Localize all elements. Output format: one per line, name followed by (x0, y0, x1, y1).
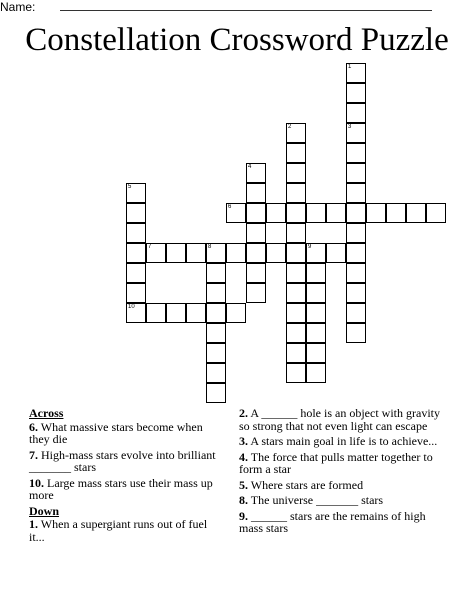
cell-number: 1 (348, 64, 352, 70)
grid-cell[interactable] (166, 243, 186, 263)
grid-cell[interactable] (346, 243, 366, 263)
grid-cell[interactable] (366, 203, 386, 223)
grid-cell[interactable] (306, 203, 326, 223)
clue-text: A ______ hole is an object with gravity so strong that not even light can escape (239, 406, 440, 433)
clue-down-2 (239, 407, 449, 432)
cell-number: 6 (228, 204, 232, 210)
grid-cell[interactable] (246, 223, 266, 243)
cell-number: 5 (128, 184, 132, 190)
grid-cell[interactable] (286, 143, 306, 163)
clue-text: What massive stars become when they die (29, 419, 203, 446)
grid-cell[interactable] (126, 223, 146, 243)
grid-cell[interactable] (246, 263, 266, 283)
grid-cell[interactable] (206, 303, 226, 323)
grid-cell[interactable] (246, 243, 266, 263)
grid-cell[interactable] (286, 183, 306, 203)
grid-cell[interactable] (306, 363, 326, 383)
grid-cell[interactable] (206, 343, 226, 363)
clue-number: 5. (239, 477, 248, 492)
clue-number: 6. (29, 419, 38, 434)
grid-cell[interactable] (126, 283, 146, 303)
grid-cell[interactable] (346, 203, 366, 223)
grid-cell[interactable] (306, 263, 326, 283)
cell-number: 2 (288, 124, 292, 130)
grid-cell[interactable] (186, 243, 206, 263)
grid-cell[interactable] (346, 63, 366, 83)
grid-cell[interactable] (126, 243, 146, 263)
cell-number: 8 (208, 244, 212, 250)
grid-cell[interactable] (126, 263, 146, 283)
clue-text: Where stars are formed (250, 477, 364, 492)
grid-cell[interactable] (286, 203, 306, 223)
clue-down-9 (239, 510, 449, 535)
clue-across-7 (29, 449, 219, 474)
grid-cell[interactable] (266, 243, 286, 263)
grid-cell[interactable] (286, 323, 306, 343)
clue-number: 10. (29, 475, 44, 490)
grid-cell[interactable] (246, 283, 266, 303)
grid-cell[interactable] (206, 263, 226, 283)
clue-text: The force that pulls matter together to form a star (239, 449, 433, 476)
grid-cell[interactable] (326, 243, 346, 263)
grid-cell[interactable] (386, 203, 406, 223)
clue-down-4 (239, 451, 449, 476)
clue-down-5 (239, 479, 449, 492)
clue-text: A stars main goal in life is to achieve... (250, 434, 438, 448)
grid-cell[interactable] (286, 163, 306, 183)
grid-cell[interactable] (246, 163, 266, 183)
clue-text: When a supergiant runs out of fuel it... (29, 517, 208, 544)
clues-right-column (239, 407, 449, 538)
clue-text: High-mass stars evolve into brilliant _______ stars (29, 447, 216, 474)
grid-cell[interactable] (286, 283, 306, 303)
grid-cell[interactable] (226, 303, 246, 323)
grid-cell[interactable] (126, 303, 146, 323)
grid-cell[interactable] (166, 303, 186, 323)
name-label: Name: (0, 0, 36, 14)
clues-left-column (29, 407, 219, 546)
clue-down-3 (239, 435, 449, 448)
grid-cell[interactable] (286, 263, 306, 283)
grid-cell[interactable] (246, 183, 266, 203)
cell-number: 4 (248, 164, 252, 170)
grid-cell[interactable] (346, 263, 366, 283)
across-heading: Across (29, 406, 64, 420)
cell-number: 10 (128, 304, 135, 310)
grid-cell[interactable] (206, 283, 226, 303)
clue-number: 8. (239, 493, 248, 507)
grid-cell[interactable] (346, 303, 366, 323)
clue-across-10 (29, 477, 219, 502)
cell-number: 7 (148, 244, 152, 250)
clue-down-8 (239, 494, 449, 507)
clue-number: 7. (29, 447, 38, 462)
grid-cell[interactable] (406, 203, 426, 223)
grid-cell[interactable] (306, 323, 326, 343)
grid-cell[interactable] (286, 343, 306, 363)
grid-cell[interactable] (226, 243, 246, 263)
cell-number: 9 (308, 244, 312, 250)
grid-cell[interactable] (346, 223, 366, 243)
grid-cell[interactable] (346, 123, 366, 143)
grid-cell[interactable] (326, 203, 346, 223)
grid-cell[interactable] (306, 303, 326, 323)
grid-cell[interactable] (206, 323, 226, 343)
grid-cell[interactable] (426, 203, 446, 223)
page-title: Constellation Crossword Puzzle (25, 22, 449, 58)
clue-text: The universe _______ stars (250, 493, 384, 507)
clue-number: 1. (29, 517, 38, 531)
clue-across-6 (29, 421, 219, 446)
grid-cell[interactable] (126, 183, 146, 203)
grid-cell[interactable] (346, 163, 366, 183)
grid-cell[interactable] (206, 363, 226, 383)
down-heading: Down (29, 503, 60, 518)
grid-cell[interactable] (146, 303, 166, 323)
grid-cell[interactable] (306, 283, 326, 303)
grid-cell[interactable] (266, 203, 286, 223)
clue-number: 3. (239, 434, 248, 448)
grid-cell[interactable] (306, 243, 326, 263)
clue-text: Large mass stars use their mass up more (29, 475, 213, 502)
grid-cell[interactable] (346, 143, 366, 163)
clue-number: 4. (239, 449, 248, 464)
grid-cell[interactable] (226, 203, 246, 223)
grid-cell[interactable] (286, 243, 306, 263)
grid-cell[interactable] (206, 383, 226, 403)
clue-number: 2. (239, 406, 248, 420)
grid-cell[interactable] (346, 283, 366, 303)
clue-text: ______ stars are the remains of high mass stars (239, 508, 426, 535)
clue-number: 9. (239, 508, 248, 523)
grid-cell[interactable] (186, 303, 206, 323)
grid-cell[interactable] (286, 223, 306, 243)
grid-cell[interactable] (346, 83, 366, 103)
cell-number: 3 (348, 124, 352, 130)
grid-cell[interactable] (306, 343, 326, 363)
grid-cell[interactable] (126, 203, 146, 223)
grid-cell[interactable] (286, 303, 306, 323)
grid-cell[interactable] (346, 103, 366, 123)
grid-cell[interactable] (246, 203, 266, 223)
grid-cell[interactable] (286, 123, 306, 143)
grid-cell[interactable] (206, 243, 226, 263)
grid-cell[interactable] (346, 323, 366, 343)
grid-cell[interactable] (346, 183, 366, 203)
clue-down-1 (29, 518, 219, 543)
grid-cell[interactable] (146, 243, 166, 263)
grid-cell[interactable] (286, 363, 306, 383)
